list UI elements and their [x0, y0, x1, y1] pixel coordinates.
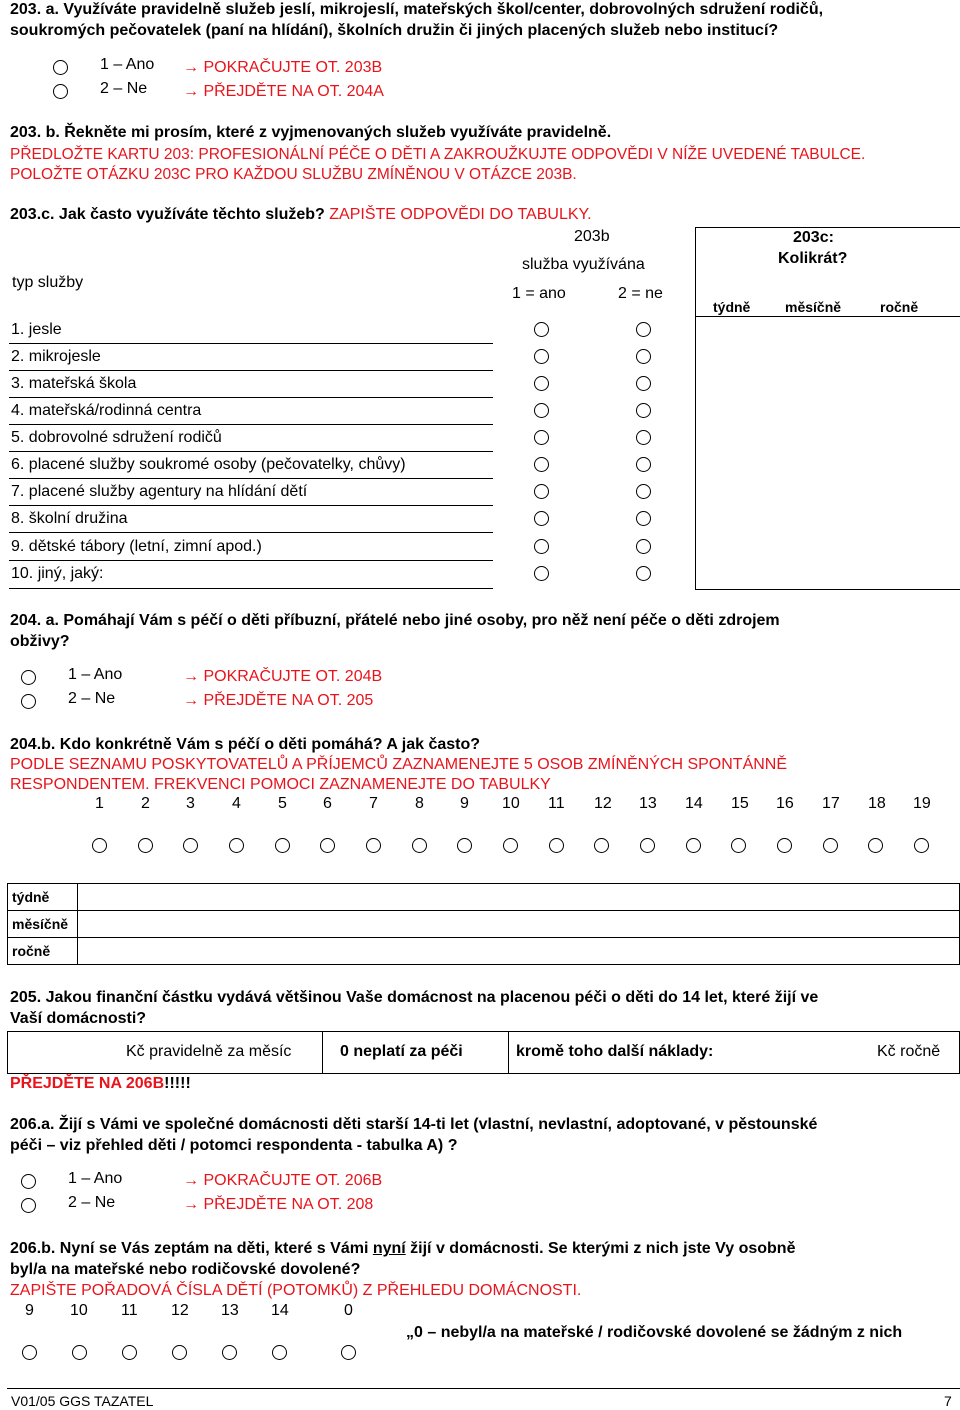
row7-no-radio[interactable] [636, 484, 651, 499]
q203c-heading: 203.c. Jak často využíváte těchto služeb? ZAPIŠTE ODPOVĚDI DO TABULKY. [10, 206, 592, 223]
person-1-radio[interactable] [92, 838, 107, 853]
q205-goto: PŘEJDĚTE NA 206B!!!!! [10, 1075, 191, 1092]
person-8-radio[interactable] [412, 838, 427, 853]
child-9-radio[interactable] [22, 1345, 37, 1360]
person-6-radio[interactable] [320, 838, 335, 853]
col-203c-l2: Kolikrát? [778, 250, 848, 267]
person-3-radio[interactable] [183, 838, 198, 853]
q203a-line2: soukromých pečovatelek (paní na hlídání), školních družin či jiných placených služeb nebo institucí? [10, 22, 779, 39]
person-number: 8 [415, 795, 424, 812]
person-number: 11 [548, 795, 565, 812]
child-number: 13 [221, 1302, 239, 1319]
q206a-line2: péči – viz přehled děti / potomci respondenta - tabulka A) ? [10, 1137, 458, 1154]
grid-row-week: týdně [12, 889, 50, 905]
person-4-radio[interactable] [229, 838, 244, 853]
q203b-instr2: POLOŽTE OTÁZKU 203C PRO KAŽDOU SLUŽBU ZMÍNĚNOU V OTÁZCE 203B. [10, 166, 577, 183]
q204a-line1: 204. a. Pomáhají Vám s péčí o děti příbuzní, přátelé nebo jiné osoby, pro něž není péče o děti zdrojem [10, 612, 780, 629]
person-number: 9 [460, 795, 469, 812]
person-number: 13 [639, 795, 657, 812]
row1-no-radio[interactable] [636, 322, 651, 337]
child-number: 11 [121, 1302, 138, 1319]
q206a-opt2-goto: → PŘEJDĚTE NA OT. 208 [183, 1196, 374, 1213]
person-12-radio[interactable] [594, 838, 609, 853]
person-19-radio[interactable] [914, 838, 929, 853]
person-number: 14 [685, 795, 703, 812]
child-number: 0 [344, 1302, 353, 1319]
child-13-radio[interactable] [222, 1345, 237, 1360]
q203a-opt1-goto: → POKRAČUJTE OT. 203B [183, 59, 383, 76]
child-number: 14 [271, 1302, 289, 1319]
person-5-radio[interactable] [275, 838, 290, 853]
q205-yearly-label[interactable]: Kč ročně [877, 1043, 941, 1060]
col-203c-l1: 203c: [793, 229, 834, 246]
q204b-instr1: PODLE SEZNAMU POSKYTOVATELŮ A PŘÍJEMCŮ ZAZNAMENEJTE 5 OSOB ZMÍNĚNÝCH SPONTÁNNĚ [10, 756, 788, 773]
q203a-radio-yes[interactable] [53, 60, 68, 75]
child-number: 10 [70, 1302, 88, 1319]
q203a-opt1-label: 1 – Ano [100, 56, 155, 73]
col-no-header: 2 = ne [618, 285, 663, 302]
table-row-label: 3. mateřská škola [11, 375, 137, 392]
row5-yes-radio[interactable] [534, 430, 549, 445]
q206a-radio-yes[interactable] [21, 1174, 36, 1189]
row2-yes-radio[interactable] [534, 349, 549, 364]
person-10-radio[interactable] [503, 838, 518, 853]
q206a-opt2-label: 2 – Ne [68, 1194, 116, 1211]
q205-monthly-label[interactable]: Kč pravidelně za měsíc [126, 1043, 292, 1060]
q203a-opt2-goto: → PŘEJDĚTE NA OT. 204A [183, 83, 384, 100]
person-number: 3 [186, 795, 195, 812]
person-number: 2 [141, 795, 150, 812]
person-13-radio[interactable] [640, 838, 655, 853]
q206a-opt1-goto: → POKRAČUJTE OT. 206B [183, 1172, 383, 1189]
col-203b-header: 203b [574, 228, 610, 245]
q204a-opt1-goto: → POKRAČUJTE OT. 204B [183, 668, 383, 685]
person-16-radio[interactable] [777, 838, 792, 853]
q204a-opt2-label: 2 – Ne [68, 690, 116, 707]
q206b-line1: 206.b. Nyní se Vás zeptám na děti, které s Vámi nyní žijí v domácnosti. Se kterými z nich jste Vy osobně [10, 1240, 796, 1257]
q206b-line2: byl/a na mateřské nebo rodičovské dovolené? [10, 1261, 361, 1278]
person-number: 18 [868, 795, 886, 812]
row8-no-radio[interactable] [636, 511, 651, 526]
child-number: 12 [171, 1302, 189, 1319]
person-number: 5 [278, 795, 287, 812]
row9-yes-radio[interactable] [534, 539, 549, 554]
row6-yes-radio[interactable] [534, 457, 549, 472]
freq-month-header: měsíčně [785, 299, 842, 315]
col-203b-sub: služba využívána [522, 256, 645, 273]
table-row-label: 6. placené služby soukromé osoby (pečovatelky, chůvy) [11, 456, 406, 473]
col-type-header: typ služby [12, 274, 84, 291]
person-9-radio[interactable] [457, 838, 472, 853]
person-number: 10 [502, 795, 520, 812]
row3-yes-radio[interactable] [534, 376, 549, 391]
grid-row-year: ročně [12, 943, 51, 959]
q204b-title: 204.b. Kdo konkrétně Vám s péčí o děti pomáhá? A jak často? [10, 736, 481, 753]
q204a-line2: obživy? [10, 633, 70, 650]
person-number: 4 [232, 795, 241, 812]
table-row-label: 5. dobrovolné sdružení rodičů [11, 429, 222, 446]
freq-week-header: týdně [713, 299, 751, 315]
person-11-radio[interactable] [549, 838, 564, 853]
row5-no-radio[interactable] [636, 430, 651, 445]
person-number: 19 [913, 795, 931, 812]
table-row-label: 4. mateřská/rodinná centra [11, 402, 202, 419]
row6-no-radio[interactable] [636, 457, 651, 472]
freq-year-header: ročně [880, 299, 919, 315]
row4-yes-radio[interactable] [534, 403, 549, 418]
person-15-radio[interactable] [731, 838, 746, 853]
person-number: 12 [594, 795, 612, 812]
table-row-label: 7. placené služby agentury na hlídání dětí [11, 483, 308, 500]
table-row-label: 10. jiný, jaký: [11, 565, 104, 582]
person-number: 6 [323, 795, 332, 812]
row2-no-radio[interactable] [636, 349, 651, 364]
q204a-opt1-label: 1 – Ano [68, 666, 123, 683]
row4-no-radio[interactable] [636, 403, 651, 418]
child-12-radio[interactable] [172, 1345, 187, 1360]
q206a-line1: 206.a. Žijí s Vámi ve společné domácnosti děti starší 14-ti let (vlastní, nevlastní, adoptované, v pěstounské [10, 1116, 818, 1133]
q204a-radio-yes[interactable] [21, 670, 36, 685]
q206a-opt1-label: 1 – Ano [68, 1170, 123, 1187]
person-number: 15 [731, 795, 749, 812]
person-number: 16 [776, 795, 794, 812]
person-number: 17 [822, 795, 840, 812]
person-18-radio[interactable] [868, 838, 883, 853]
person-7-radio[interactable] [366, 838, 381, 853]
person-2-radio[interactable] [138, 838, 153, 853]
q205-line2: Vaší domácnosti? [10, 1010, 147, 1027]
row1-yes-radio[interactable] [534, 322, 549, 337]
row8-yes-radio[interactable] [534, 511, 549, 526]
table-203c-box [695, 227, 960, 590]
table-row-label: 9. dětské tábory (letní, zimní apod.) [11, 538, 262, 555]
child-0-radio[interactable] [341, 1345, 356, 1360]
q205-line1: 205. Jakou finanční částku vydává většinou Vaše domácnost na placenou péči o děti do 14 let, které žijí ve [10, 989, 819, 1006]
q204b-instr2: RESPONDENTEM. FREKVENCI POMOCI ZAZNAMENEJTE DO TABULKY [10, 776, 551, 793]
q203a-opt2-label: 2 – Ne [100, 80, 148, 97]
row9-no-radio[interactable] [636, 539, 651, 554]
person-number: 7 [369, 795, 378, 812]
q203b-instr1: PŘEDLOŽTE KARTU 203: PROFESIONÁLNÍ PÉČE O DĚTI A ZAKROUŽKUJTE ODPOVĚDI V NÍŽE UVEDENÉ TABULCE. [10, 146, 866, 163]
table-row-label: 8. školní družina [11, 510, 128, 527]
q206b-note: „0 – nebyl/a na mateřské / rodičovské dovolené se žádným z nich [406, 1324, 903, 1341]
person-14-radio[interactable] [686, 838, 701, 853]
child-10-radio[interactable] [72, 1345, 87, 1360]
q206a-radio-no[interactable] [21, 1198, 36, 1213]
q205-additional-costs-label: kromě toho další náklady: [516, 1043, 714, 1060]
row10-no-radio[interactable] [636, 566, 651, 581]
child-11-radio[interactable] [122, 1345, 137, 1360]
q203b-title: 203. b. Řekněte mi prosím, které z vyjmenovaných služeb využíváte pravidelně. [10, 124, 612, 141]
q204a-radio-no[interactable] [21, 694, 36, 709]
person-17-radio[interactable] [823, 838, 838, 853]
table-row-label: 1. jesle [11, 321, 62, 338]
child-number: 9 [25, 1302, 34, 1319]
child-14-radio[interactable] [272, 1345, 287, 1360]
person-number: 1 [95, 795, 104, 812]
row3-no-radio[interactable] [636, 376, 651, 391]
row7-yes-radio[interactable] [534, 484, 549, 499]
footer-left: V01/05 GGS TAZATEL [11, 1393, 154, 1409]
q206b-instr: ZAPIŠTE POŘADOVÁ ČÍSLA DĚTÍ (POTOMKŮ) Z PŘEHLEDU DOMÁCNOSTI. [10, 1282, 582, 1299]
q204a-opt2-goto: → PŘEJDĚTE NA OT. 205 [183, 692, 374, 709]
q203a-radio-no[interactable] [53, 84, 68, 99]
frequency-grid [7, 883, 960, 965]
row10-yes-radio[interactable] [534, 566, 549, 581]
table-row-label: 2. mikrojesle [11, 348, 101, 365]
page-number: 7 [944, 1393, 952, 1409]
grid-row-month: měsíčně [12, 916, 69, 932]
col-yes-header: 1 = ano [512, 285, 566, 302]
q203a-line1: 203. a. Využíváte pravidelně služeb jeslí, mikrojeslí, mateřských škol/center, dobrovolných sdružení rodičů, [10, 1, 824, 18]
q205-no-payment-option[interactable]: 0 neplatí za péči [340, 1043, 463, 1060]
